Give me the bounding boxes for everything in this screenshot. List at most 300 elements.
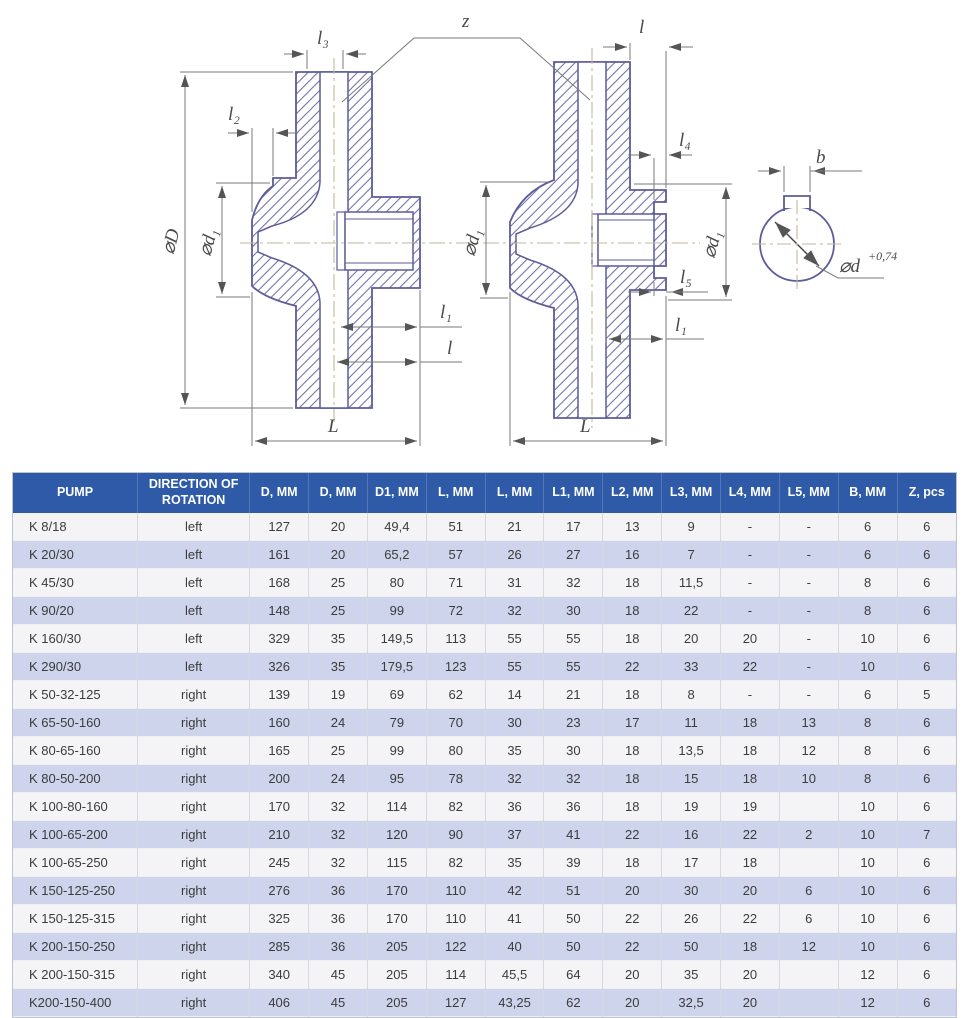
value-cell: 26 <box>662 905 721 933</box>
value-cell: right <box>138 989 250 1017</box>
dim-label-L-left: L <box>328 416 339 437</box>
value-cell: 13 <box>603 513 662 541</box>
value-cell: 99 <box>367 597 426 625</box>
value-cell: - <box>779 653 838 681</box>
value-cell: 55 <box>485 625 544 653</box>
pump-name-cell: K 290/30 <box>13 653 138 681</box>
value-cell: 20 <box>309 513 368 541</box>
table-row <box>13 513 956 541</box>
hub-bore-entry <box>592 214 598 266</box>
dim-label-dia-d1-right-a: ⌀d₁ <box>458 226 487 259</box>
table-row <box>13 625 956 653</box>
value-cell: 30 <box>662 877 721 905</box>
value-cell: left <box>138 569 250 597</box>
value-cell: 51 <box>544 877 603 905</box>
table-row <box>13 597 956 625</box>
value-cell: 18 <box>603 793 662 821</box>
value-cell: left <box>138 597 250 625</box>
value-cell: 8 <box>838 569 897 597</box>
value-cell: - <box>721 541 780 569</box>
table-row <box>13 793 956 821</box>
value-cell: 12 <box>779 933 838 961</box>
value-cell: 35 <box>309 653 368 681</box>
value-cell: 168 <box>250 569 309 597</box>
value-cell: 7 <box>897 821 956 849</box>
value-cell: - <box>721 513 780 541</box>
dim-label-dia-d1-left: ⌀d₁ <box>194 226 223 259</box>
pump-name-cell: K 45/30 <box>13 569 138 597</box>
value-cell: 6 <box>897 653 956 681</box>
pump-name-cell: K 80-65-160 <box>13 737 138 765</box>
value-cell: 22 <box>603 933 662 961</box>
value-cell: 20 <box>721 877 780 905</box>
pump-name-cell: K 160/30 <box>13 625 138 653</box>
value-cell: 36 <box>544 793 603 821</box>
value-cell: 36 <box>309 933 368 961</box>
dim-label-L-right: L <box>580 416 591 437</box>
value-cell: 36 <box>485 793 544 821</box>
value-cell: 115 <box>367 849 426 877</box>
value-cell: 35 <box>662 961 721 989</box>
value-cell: 10 <box>838 849 897 877</box>
value-cell: 22 <box>603 905 662 933</box>
value-cell: 10 <box>779 765 838 793</box>
value-cell: 42 <box>485 877 544 905</box>
value-cell: 5 <box>897 681 956 709</box>
value-cell: 6 <box>897 625 956 653</box>
value-cell: 200 <box>250 765 309 793</box>
value-cell: 18 <box>721 709 780 737</box>
value-cell: - <box>779 625 838 653</box>
value-cell: 11,5 <box>662 569 721 597</box>
value-cell: 20 <box>309 541 368 569</box>
value-cell: 22 <box>721 905 780 933</box>
value-cell: 127 <box>426 989 485 1017</box>
value-cell: 6 <box>897 849 956 877</box>
value-cell: 11 <box>662 709 721 737</box>
dim-label-dia-d1-right-b: ⌀d₁ <box>698 228 727 261</box>
pump-name-cell: K 20/30 <box>13 541 138 569</box>
column-header: D1, MM <box>367 473 426 513</box>
value-cell: 79 <box>367 709 426 737</box>
value-cell: 35 <box>309 625 368 653</box>
value-cell: 36 <box>309 905 368 933</box>
value-cell: 8 <box>838 709 897 737</box>
value-cell: 25 <box>309 597 368 625</box>
value-cell: 32 <box>485 765 544 793</box>
table-row <box>13 541 956 569</box>
value-cell: 25 <box>309 569 368 597</box>
pump-table-container <box>12 472 957 1018</box>
value-cell: 18 <box>721 765 780 793</box>
value-cell: 32 <box>309 793 368 821</box>
value-cell: 8 <box>838 737 897 765</box>
pump-name-cell: K 150-125-250 <box>13 877 138 905</box>
table-row <box>13 709 956 737</box>
column-header: L1, MM <box>544 473 603 513</box>
pump-name-cell: K 100-65-200 <box>13 821 138 849</box>
dim-label-b: b <box>816 147 826 168</box>
value-cell: 10 <box>838 653 897 681</box>
technical-drawing <box>0 0 969 468</box>
dim-label-z: z <box>462 11 470 32</box>
value-cell: right <box>138 793 250 821</box>
value-cell: 19 <box>309 681 368 709</box>
dim-label-l-left: l <box>447 338 453 359</box>
value-cell: right <box>138 961 250 989</box>
value-cell: 113 <box>426 625 485 653</box>
value-cell: 32 <box>309 821 368 849</box>
value-cell: 49,4 <box>367 513 426 541</box>
value-cell: 22 <box>721 821 780 849</box>
value-cell: right <box>138 877 250 905</box>
value-cell: - <box>721 597 780 625</box>
value-cell <box>779 961 838 989</box>
value-cell: 6 <box>779 877 838 905</box>
column-header: Z, pcs <box>897 473 956 513</box>
value-cell: - <box>779 681 838 709</box>
value-cell <box>779 989 838 1017</box>
value-cell: 10 <box>838 625 897 653</box>
value-cell: 6 <box>838 513 897 541</box>
value-cell: 55 <box>485 653 544 681</box>
value-cell: 20 <box>662 625 721 653</box>
value-cell: 35 <box>485 737 544 765</box>
value-cell: 6 <box>897 709 956 737</box>
value-cell: 210 <box>250 821 309 849</box>
value-cell: 161 <box>250 541 309 569</box>
value-cell: 10 <box>838 877 897 905</box>
value-cell: 55 <box>544 625 603 653</box>
value-cell: 16 <box>662 821 721 849</box>
value-cell: 2 <box>779 821 838 849</box>
value-cell: 17 <box>603 709 662 737</box>
value-cell: 123 <box>426 653 485 681</box>
value-cell: 285 <box>250 933 309 961</box>
column-header: L3, MM <box>662 473 721 513</box>
value-cell: 27 <box>544 541 603 569</box>
value-cell: 170 <box>367 877 426 905</box>
value-cell: 40 <box>485 933 544 961</box>
value-cell: right <box>138 905 250 933</box>
table-row <box>13 681 956 709</box>
value-cell: 43,25 <box>485 989 544 1017</box>
value-cell: 45 <box>309 989 368 1017</box>
value-cell: 8 <box>662 681 721 709</box>
value-cell: 6 <box>838 541 897 569</box>
value-cell: 55 <box>544 653 603 681</box>
pump-name-cell: K 50-32-125 <box>13 681 138 709</box>
value-cell: right <box>138 737 250 765</box>
value-cell: 32 <box>309 849 368 877</box>
value-cell: 110 <box>426 905 485 933</box>
pump-name-cell: K 200-150-250 <box>13 933 138 961</box>
value-cell: 65,2 <box>367 541 426 569</box>
value-cell: 32 <box>544 765 603 793</box>
column-header: D, MM <box>309 473 368 513</box>
dim-label-l5: l₅ <box>680 267 692 288</box>
value-cell: 20 <box>603 989 662 1017</box>
dim-label-l2: l₂ <box>228 104 240 125</box>
value-cell: 340 <box>250 961 309 989</box>
value-cell: 12 <box>838 989 897 1017</box>
value-cell: 50 <box>544 905 603 933</box>
value-cell: - <box>779 513 838 541</box>
column-header: DIRECTION OF ROTATION <box>138 473 250 513</box>
value-cell: 9 <box>662 513 721 541</box>
value-cell <box>779 849 838 877</box>
pump-name-cell: K 150-125-315 <box>13 905 138 933</box>
value-cell: 8 <box>838 765 897 793</box>
value-cell: 122 <box>426 933 485 961</box>
value-cell: 276 <box>250 877 309 905</box>
value-cell: 15 <box>662 765 721 793</box>
table-row <box>13 765 956 793</box>
pump-name-cell: K 65-50-160 <box>13 709 138 737</box>
value-cell: 45,5 <box>485 961 544 989</box>
value-cell: 78 <box>426 765 485 793</box>
value-cell: left <box>138 653 250 681</box>
column-header: L5, MM <box>779 473 838 513</box>
value-cell: 6 <box>897 961 956 989</box>
value-cell: 18 <box>603 597 662 625</box>
value-cell: 14 <box>485 681 544 709</box>
value-cell: 7 <box>662 541 721 569</box>
value-cell: 6 <box>838 681 897 709</box>
value-cell: 10 <box>838 905 897 933</box>
value-cell: 99 <box>367 737 426 765</box>
table-row <box>13 961 956 989</box>
table-row <box>13 821 956 849</box>
value-cell: 16 <box>603 541 662 569</box>
value-cell: 139 <box>250 681 309 709</box>
value-cell: 6 <box>897 737 956 765</box>
dim-label-l1-left: l₁ <box>440 302 452 323</box>
pump-name-cell: K200-150-400 <box>13 989 138 1017</box>
column-header: D, MM <box>250 473 309 513</box>
value-cell: 71 <box>426 569 485 597</box>
value-cell: 18 <box>603 681 662 709</box>
table-row <box>13 877 956 905</box>
dim-label-l4: l₄ <box>679 130 691 151</box>
value-cell: 8 <box>838 597 897 625</box>
value-cell: 20 <box>721 961 780 989</box>
value-cell: 149,5 <box>367 625 426 653</box>
value-cell: 36 <box>309 877 368 905</box>
value-cell: right <box>138 821 250 849</box>
value-cell: 170 <box>250 793 309 821</box>
value-cell: 69 <box>367 681 426 709</box>
value-cell: 179,5 <box>367 653 426 681</box>
value-cell: 18 <box>603 625 662 653</box>
value-cell: 6 <box>897 541 956 569</box>
value-cell: 30 <box>544 737 603 765</box>
value-cell: 32 <box>544 569 603 597</box>
value-cell: left <box>138 513 250 541</box>
value-cell: 406 <box>250 989 309 1017</box>
value-cell: 22 <box>603 821 662 849</box>
value-cell: 72 <box>426 597 485 625</box>
value-cell: 10 <box>838 793 897 821</box>
value-cell: 6 <box>897 793 956 821</box>
value-cell: 6 <box>897 597 956 625</box>
value-cell: - <box>779 541 838 569</box>
value-cell: 26 <box>485 541 544 569</box>
value-cell: 6 <box>897 513 956 541</box>
table-row <box>13 989 956 1017</box>
value-cell: 18 <box>603 569 662 597</box>
value-cell: 18 <box>603 737 662 765</box>
value-cell: 10 <box>838 933 897 961</box>
value-cell: 18 <box>603 765 662 793</box>
value-cell: 35 <box>485 849 544 877</box>
value-cell: 17 <box>662 849 721 877</box>
dim-label-dia-D: ⌀D <box>157 226 185 257</box>
value-cell: 25 <box>309 737 368 765</box>
value-cell <box>779 793 838 821</box>
dim-label-l1-right: l₁ <box>675 315 687 336</box>
value-cell: 80 <box>367 569 426 597</box>
value-cell: 22 <box>721 653 780 681</box>
table-body <box>13 513 956 1017</box>
value-cell: 37 <box>485 821 544 849</box>
value-cell: 21 <box>544 681 603 709</box>
pump-name-cell: K 200-150-315 <box>13 961 138 989</box>
value-cell: 148 <box>250 597 309 625</box>
column-header: L, MM <box>426 473 485 513</box>
value-cell: right <box>138 765 250 793</box>
value-cell: 50 <box>544 933 603 961</box>
column-header: L, MM <box>485 473 544 513</box>
value-cell: 50 <box>662 933 721 961</box>
pump-dimensions-table <box>13 473 956 1017</box>
value-cell: 18 <box>721 933 780 961</box>
value-cell: left <box>138 625 250 653</box>
value-cell: 22 <box>603 653 662 681</box>
value-cell: 62 <box>426 681 485 709</box>
value-cell: 18 <box>603 849 662 877</box>
pump-name-cell: K 80-50-200 <box>13 765 138 793</box>
hub-bore <box>345 212 413 270</box>
value-cell: 45 <box>309 961 368 989</box>
value-cell: 205 <box>367 961 426 989</box>
value-cell: 10 <box>838 821 897 849</box>
value-cell: 20 <box>603 961 662 989</box>
value-cell: 32 <box>485 597 544 625</box>
value-cell: 6 <box>897 877 956 905</box>
value-cell: 80 <box>426 737 485 765</box>
value-cell: 19 <box>721 793 780 821</box>
hub-bore <box>598 214 654 266</box>
value-cell: 20 <box>603 877 662 905</box>
value-cell: 13,5 <box>662 737 721 765</box>
value-cell: right <box>138 933 250 961</box>
value-cell: 6 <box>897 905 956 933</box>
right-impeller-section <box>510 48 666 428</box>
value-cell: 329 <box>250 625 309 653</box>
pump-name-cell: K 100-65-250 <box>13 849 138 877</box>
value-cell: 64 <box>544 961 603 989</box>
column-header: L2, MM <box>603 473 662 513</box>
shaft-bore-detail <box>752 192 842 292</box>
value-cell: 120 <box>367 821 426 849</box>
value-cell: 114 <box>367 793 426 821</box>
value-cell: 110 <box>426 877 485 905</box>
value-cell: 6 <box>897 989 956 1017</box>
value-cell: - <box>779 597 838 625</box>
value-cell: 31 <box>485 569 544 597</box>
value-cell: 22 <box>662 597 721 625</box>
column-header: B, MM <box>838 473 897 513</box>
value-cell: 24 <box>309 765 368 793</box>
value-cell: 127 <box>250 513 309 541</box>
dim-label-l3: l₃ <box>317 28 329 49</box>
value-cell: 165 <box>250 737 309 765</box>
table-row <box>13 737 956 765</box>
pump-name-cell: K 90/20 <box>13 597 138 625</box>
value-cell: 30 <box>544 597 603 625</box>
value-cell: 19 <box>662 793 721 821</box>
value-cell: right <box>138 709 250 737</box>
value-cell: 24 <box>309 709 368 737</box>
value-cell: 41 <box>544 821 603 849</box>
value-cell: 245 <box>250 849 309 877</box>
value-cell: 70 <box>426 709 485 737</box>
value-cell: - <box>721 681 780 709</box>
table-row <box>13 933 956 961</box>
table-row <box>13 849 956 877</box>
value-cell: 23 <box>544 709 603 737</box>
hub-bore-entry <box>337 212 345 270</box>
value-cell: 95 <box>367 765 426 793</box>
value-cell: 90 <box>426 821 485 849</box>
value-cell: 13 <box>779 709 838 737</box>
left-impeller-section <box>252 58 420 422</box>
value-cell: 33 <box>662 653 721 681</box>
value-cell: 326 <box>250 653 309 681</box>
value-cell: 6 <box>897 569 956 597</box>
value-cell: 20 <box>721 989 780 1017</box>
value-cell: 6 <box>779 905 838 933</box>
value-cell: left <box>138 541 250 569</box>
value-cell: 12 <box>838 961 897 989</box>
value-cell: 114 <box>426 961 485 989</box>
value-cell: 51 <box>426 513 485 541</box>
table-row <box>13 905 956 933</box>
value-cell: 18 <box>721 737 780 765</box>
value-cell: 21 <box>485 513 544 541</box>
value-cell: 170 <box>367 905 426 933</box>
table-row <box>13 569 956 597</box>
column-header: PUMP <box>13 473 138 513</box>
dim-label-dia-d-tolerance: +0,74 <box>868 249 898 263</box>
value-cell: - <box>721 569 780 597</box>
value-cell: 62 <box>544 989 603 1017</box>
pump-name-cell: K 100-80-160 <box>13 793 138 821</box>
value-cell: 205 <box>367 933 426 961</box>
value-cell: 325 <box>250 905 309 933</box>
value-cell: 32,5 <box>662 989 721 1017</box>
pump-name-cell: K 8/18 <box>13 513 138 541</box>
impeller-drawing-area <box>0 0 969 468</box>
table-row <box>13 653 956 681</box>
value-cell: 20 <box>721 625 780 653</box>
value-cell: 205 <box>367 989 426 1017</box>
dim-label-dia-d: ⌀d <box>839 256 860 277</box>
value-cell: 160 <box>250 709 309 737</box>
value-cell: 18 <box>721 849 780 877</box>
value-cell: right <box>138 849 250 877</box>
